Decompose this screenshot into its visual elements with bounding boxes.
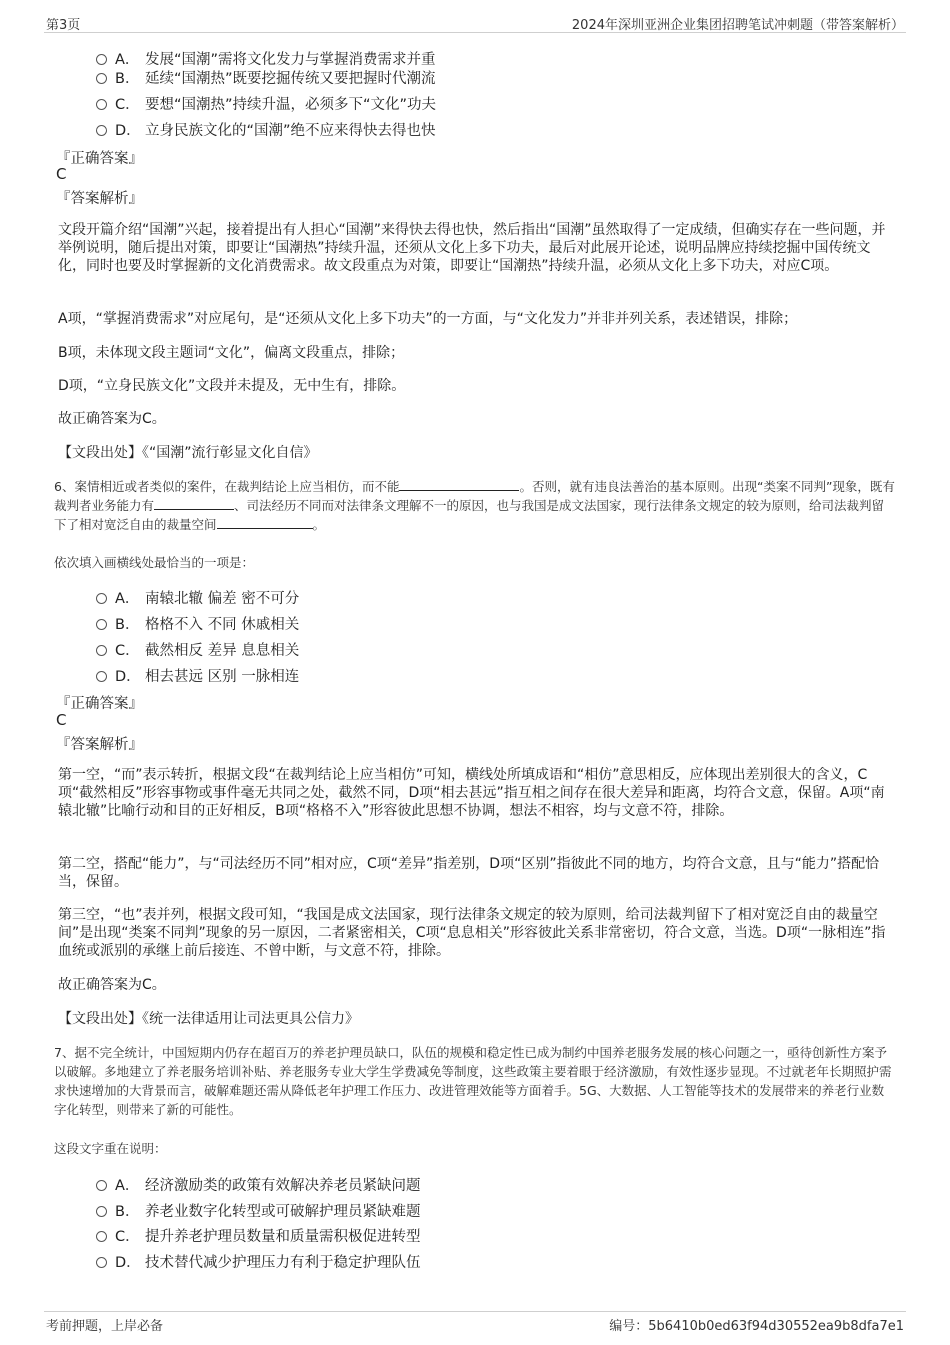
q6-source: 【文段出处】《统一法律适用让司法更具公信力》	[58, 1011, 359, 1027]
radio-icon[interactable]	[96, 1231, 107, 1242]
radio-icon[interactable]	[96, 593, 107, 604]
q6-analysis-para: 第二空，搭配“能力”，与“司法经历不同”相对应，C项“差异”指差别，D项“区别”指彼此不同的地方，均符合文意，且与“能力”搭配恰当，保留。	[58, 856, 880, 890]
document-code: 编号：5b6410b0ed63f94d30552ea9b8dfa7e1	[609, 1319, 904, 1334]
q6-answer: C	[56, 711, 67, 729]
radio-icon[interactable]	[96, 54, 107, 65]
q6-analysis-para: 第三空，“也”表并列，根据文段可知，“我国是成文法国家，现行法律条文规定的较为原则，给司法裁判留下了相对宽泛自由的裁量空间”是出现“类案不同判”现象的另一原因，二者紧密相关，C项“息息相关”形容彼此关系非常密切，符合文意，当选。D项“一脉相连”指血统或派别的承继上前后接连、不曾中断，与文意不符，排除。	[58, 907, 886, 959]
document-title: 2024年深圳亚洲企业集团招聘笔试冲刺题（带答案解析）	[571, 18, 904, 33]
q7-option-b[interactable]: B． 养老业数字化转型或可破解护理员紧缺难题	[96, 1200, 421, 1221]
radio-icon[interactable]	[96, 99, 107, 110]
q6-conclusion: 故正确答案为C。	[58, 977, 166, 993]
radio-icon[interactable]	[96, 1206, 107, 1217]
q5-option-b[interactable]: B． 延续“国潮热”既要挖掘传统又要把握时代潮流	[96, 67, 436, 88]
radio-icon[interactable]	[96, 1257, 107, 1268]
q6-option-d[interactable]: D． 相去甚远 区别 一脉相连	[96, 665, 299, 686]
footer-slogan: 考前押题，上岸必备	[46, 1319, 164, 1334]
q5-conclusion: 故正确答案为C。	[58, 411, 166, 427]
q5-option-d[interactable]: D． 立身民族文化的“国潮”绝不应来得快去得也快	[96, 119, 436, 140]
q5-answer: C	[56, 165, 67, 183]
radio-icon[interactable]	[96, 619, 107, 630]
q7-stem: 7、据不完全统计，中国短期内仍存在超百万的养老护理员缺口，队伍的规模和稳定性已成为制约中国养老服务发展的核心问题之一，亟待创新性方案予以破解。多地建立了养老服务培训补贴、养老服务专业大学生学费减免等制度，这些政策主要着眼于经济激励，有效性逐步显现。不过就老年长期照护需求快速增加的大背景而言，破解难题还需从降低老年护理工作压力、改进管理效能等方面着手。5G、大数据、人工智能等技术的发展带来的养老行业数字化转型，则带来了新的可能性。	[54, 1045, 892, 1117]
page-footer	[44, 1311, 906, 1334]
q6-answer-label: 『正确答案』	[56, 696, 143, 712]
radio-icon[interactable]	[96, 125, 107, 136]
q5-analysis-label: 『答案解析』	[56, 191, 143, 207]
q7-option-d[interactable]: D． 技术替代减少护理压力有利于稳定护理队伍	[96, 1251, 421, 1272]
page-header	[44, 12, 906, 33]
q5-analysis-para: A项，“掌握消费需求”对应尾句，是“还须从文化上多下功夫”的一方面，与“文化发力”并非并列关系，表述错误，排除；	[58, 311, 798, 327]
blank-3	[217, 516, 313, 529]
q6-prompt: 依次填入画横线处最恰当的一项是：	[54, 555, 255, 570]
radio-icon[interactable]	[96, 1180, 107, 1191]
radio-icon[interactable]	[96, 671, 107, 682]
q5-analysis-para: 文段开篇介绍“国潮”兴起，接着提出有人担心“国潮”来得快去得也快，然后指出“国潮”虽然取得了一定成绩，但确实存在一些问题，并举例说明，随后提出对策，即要让“国潮热”持续升温，还须从文化上多下功夫，最后对此展开论述，说明品牌应持续挖掘中国传统文化，同时也要及时掌握新的文化消费需求。故文段重点为对策，即要让“国潮热”持续升温，必须从文化上多下功夫，对应C项。	[58, 222, 886, 274]
q5-option-a[interactable]: A． 发展“国潮”需将文化发力与掌握消费需求并重	[96, 48, 436, 69]
q5-option-c[interactable]: C． 要想“国潮热”持续升温，必须多下“文化”功夫	[96, 93, 436, 114]
q5-analysis-para: D项，“立身民族文化”文段并未提及，无中生有，排除。	[58, 378, 406, 394]
radio-icon[interactable]	[96, 645, 107, 656]
q7-option-c[interactable]: C． 提升养老护理员数量和质量需积极促进转型	[96, 1225, 421, 1246]
q6-option-c[interactable]: C． 截然相反 差异 息息相关	[96, 639, 299, 660]
blank-1	[399, 478, 519, 491]
radio-icon[interactable]	[96, 73, 107, 84]
q5-source: 【文段出处】《“国潮”流行彰显文化自信》	[58, 445, 318, 461]
q7-option-a[interactable]: A． 经济激励类的政策有效解决养老员紧缺问题	[96, 1174, 421, 1195]
q7-prompt: 这段文字重在说明：	[54, 1141, 167, 1156]
q6-analysis-para: 第一空，“而”表示转折，根据文段“在裁判结论上应当相仿”可知，横线处所填成语和“相仿”意思相反，应体现出差别很大的含义，C项“截然相反”形容事物或事件毫无共同之处，截然不同，D项“相去甚远”指互相之间存在很大差异和距离，均符合文意，保留。A项“南辕北辙”比喻行动和目的正好相反，B项“格格不入”形容彼此思想不协调，想法不相容，均与文意不符，排除。	[58, 767, 885, 819]
q6-option-a[interactable]: A． 南辕北辙 偏差 密不可分	[96, 587, 299, 608]
q6-stem: 6、案情相近或者类似的案件，在裁判结论上应当相仿，而不能 。否则，就有违良法善治的基本原则。出现“类案不同判”现象，既有裁判者业务能力有 、司法经历不同而对法律条文理解不一的原因，也与我国是成文法国家，现行法律条文规定的较为原则，给司法裁判留下了相对宽泛自由的裁量空间 。	[54, 479, 895, 532]
page-number: 第3页	[46, 18, 81, 33]
q5-answer-label: 『正确答案』	[56, 151, 143, 167]
blank-2	[154, 497, 234, 510]
q5-analysis-para: B项，未体现文段主题词“文化”，偏离文段重点，排除；	[58, 345, 405, 361]
q6-option-b[interactable]: B． 格格不入 不同 休戚相关	[96, 613, 299, 634]
q6-analysis-label: 『答案解析』	[56, 737, 143, 753]
